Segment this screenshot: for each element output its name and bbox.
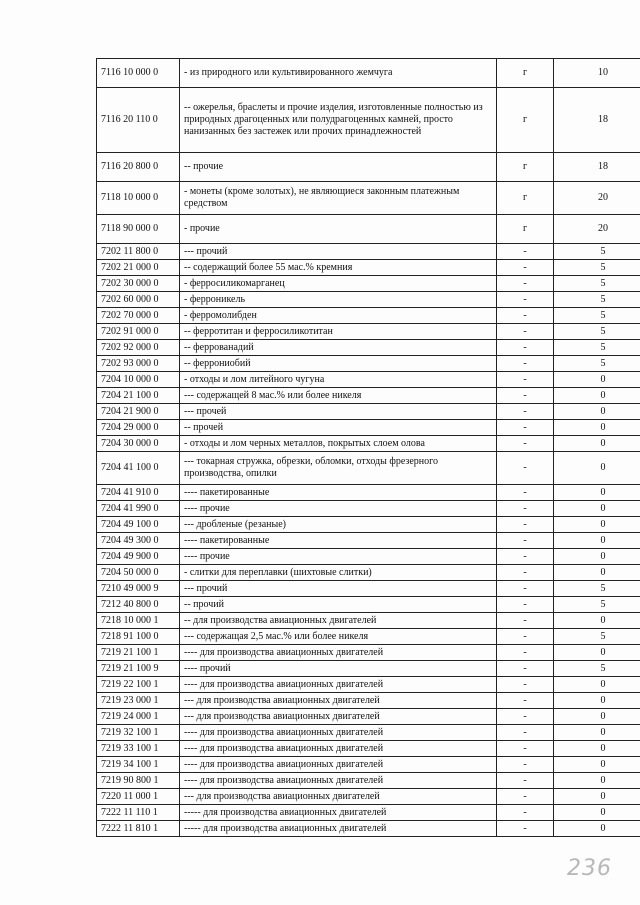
description-cell: -- содержащий более 55 мас.% кремния (180, 260, 497, 276)
description-cell: -- феррованадий (180, 340, 497, 356)
hs-code-cell: 7202 92 000 0 (97, 340, 180, 356)
table-row (97, 244, 640, 260)
table-row (97, 356, 640, 372)
unit-cell: - (497, 709, 554, 725)
duty-rate-cell: 0 (554, 485, 640, 501)
duty-rate-cell: 5 (554, 308, 640, 324)
duty-rate-cell: 0 (554, 404, 640, 420)
table-row (97, 549, 640, 565)
hs-code-cell: 7204 30 000 0 (97, 436, 180, 452)
duty-rate-cell: 0 (554, 821, 640, 837)
duty-rate-cell: 0 (554, 725, 640, 741)
table-row (97, 340, 640, 356)
hs-code-cell: 7204 10 000 0 (97, 372, 180, 388)
unit-cell: - (497, 260, 554, 276)
duty-rate-cell: 0 (554, 741, 640, 757)
table-row (97, 725, 640, 741)
hs-code-cell: 7118 10 000 0 (97, 182, 180, 215)
duty-rate-cell: 0 (554, 757, 640, 773)
duty-rate-cell: 0 (554, 773, 640, 789)
table-row (97, 436, 640, 452)
description-cell: ---- для производства авиационных двигателей (180, 773, 497, 789)
hs-code-cell: 7204 49 100 0 (97, 517, 180, 533)
description-cell: ---- прочие (180, 501, 497, 517)
description-cell: - из природного или культивированного жемчуга (180, 59, 497, 88)
description-cell: ---- пакетированные (180, 533, 497, 549)
duty-rate-cell: 18 (554, 153, 640, 182)
duty-rate-cell: 5 (554, 244, 640, 260)
table-row (97, 629, 640, 645)
hs-code-cell: 7219 21 100 1 (97, 645, 180, 661)
duty-rate-cell: 5 (554, 597, 640, 613)
table-row (97, 741, 640, 757)
hs-code-cell: 7222 11 110 1 (97, 805, 180, 821)
unit-cell: - (497, 388, 554, 404)
unit-cell: - (497, 805, 554, 821)
unit-cell: - (497, 372, 554, 388)
unit-cell: - (497, 308, 554, 324)
duty-rate-cell: 5 (554, 324, 640, 340)
unit-cell: - (497, 292, 554, 308)
description-cell: --- для производства авиационных двигателей (180, 789, 497, 805)
description-cell: - ферромолибден (180, 308, 497, 324)
unit-cell: - (497, 452, 554, 485)
unit-cell: - (497, 773, 554, 789)
description-cell: -- прочей (180, 420, 497, 436)
description-cell: - монеты (кроме золотых), не являющиеся законным платежным средством (180, 182, 497, 215)
hs-code-cell: 7204 29 000 0 (97, 420, 180, 436)
description-cell: --- прочей (180, 404, 497, 420)
description-cell: --- дробленые (резаные) (180, 517, 497, 533)
table-row (97, 324, 640, 340)
unit-cell: - (497, 661, 554, 677)
table-row (97, 597, 640, 613)
description-cell: -- ожерелья, браслеты и прочие изделия, изготовленные полностью из природных драгоценных или полудрагоценных камней, просто нанизанных без застежек или прочих принадлежностей (180, 88, 497, 153)
unit-cell: г (497, 88, 554, 153)
hs-code-cell: 7204 49 300 0 (97, 533, 180, 549)
hs-code-cell: 7202 93 000 0 (97, 356, 180, 372)
unit-cell: - (497, 725, 554, 741)
description-cell: -- феррониобий (180, 356, 497, 372)
tariff-table (96, 58, 640, 837)
hs-code-cell: 7202 91 000 0 (97, 324, 180, 340)
unit-cell: - (497, 420, 554, 436)
duty-rate-cell: 0 (554, 517, 640, 533)
hs-code-cell: 7219 90 800 1 (97, 773, 180, 789)
table-row (97, 821, 640, 837)
table-row (97, 388, 640, 404)
unit-cell: - (497, 356, 554, 372)
description-cell: ---- для производства авиационных двигателей (180, 741, 497, 757)
duty-rate-cell: 0 (554, 613, 640, 629)
description-cell: ----- для производства авиационных двигателей (180, 805, 497, 821)
duty-rate-cell: 0 (554, 372, 640, 388)
unit-cell: г (497, 153, 554, 182)
duty-rate-cell: 20 (554, 215, 640, 244)
description-cell: -- прочие (180, 153, 497, 182)
unit-cell: - (497, 693, 554, 709)
hs-code-cell: 7219 33 100 1 (97, 741, 180, 757)
table-row (97, 88, 640, 153)
table-row (97, 372, 640, 388)
description-cell: -- прочий (180, 597, 497, 613)
duty-rate-cell: 5 (554, 292, 640, 308)
unit-cell: - (497, 436, 554, 452)
duty-rate-cell: 20 (554, 182, 640, 215)
duty-rate-cell: 5 (554, 661, 640, 677)
table-row (97, 533, 640, 549)
table-row (97, 276, 640, 292)
unit-cell: - (497, 244, 554, 260)
hs-code-cell: 7220 11 000 1 (97, 789, 180, 805)
table-row (97, 260, 640, 276)
unit-cell: - (497, 340, 554, 356)
hs-code-cell: 7204 21 900 0 (97, 404, 180, 420)
duty-rate-cell: 0 (554, 565, 640, 581)
unit-cell: - (497, 533, 554, 549)
table-row (97, 693, 640, 709)
hs-code-cell: 7222 11 810 1 (97, 821, 180, 837)
hs-code-cell: 7218 91 100 0 (97, 629, 180, 645)
table-row (97, 182, 640, 215)
duty-rate-cell: 5 (554, 581, 640, 597)
duty-rate-cell: 0 (554, 645, 640, 661)
unit-cell: г (497, 215, 554, 244)
unit-cell: - (497, 404, 554, 420)
table-row (97, 59, 640, 88)
duty-rate-cell: 0 (554, 420, 640, 436)
table-row (97, 805, 640, 821)
description-cell: -- для производства авиационных двигателей (180, 613, 497, 629)
duty-rate-cell: 0 (554, 436, 640, 452)
hs-code-cell: 7219 32 100 1 (97, 725, 180, 741)
hs-code-cell: 7202 30 000 0 (97, 276, 180, 292)
hs-code-cell: 7202 70 000 0 (97, 308, 180, 324)
hs-code-cell: 7204 21 100 0 (97, 388, 180, 404)
description-cell: --- прочий (180, 581, 497, 597)
duty-rate-cell: 0 (554, 501, 640, 517)
duty-rate-cell: 5 (554, 629, 640, 645)
description-cell: - слитки для переплавки (шихтовые слитки) (180, 565, 497, 581)
table-row (97, 292, 640, 308)
description-cell: - прочие (180, 215, 497, 244)
duty-rate-cell: 0 (554, 388, 640, 404)
hs-code-cell: 7219 34 100 1 (97, 757, 180, 773)
table-row (97, 661, 640, 677)
unit-cell: - (497, 276, 554, 292)
duty-rate-cell: 0 (554, 709, 640, 725)
description-cell: --- для производства авиационных двигателей (180, 693, 497, 709)
description-cell: - отходы и лом литейного чугуна (180, 372, 497, 388)
duty-rate-cell: 0 (554, 693, 640, 709)
unit-cell: - (497, 613, 554, 629)
hs-code-cell: 7204 41 990 0 (97, 501, 180, 517)
unit-cell: - (497, 517, 554, 533)
unit-cell: г (497, 59, 554, 88)
description-cell: ---- для производства авиационных двигателей (180, 677, 497, 693)
hs-code-cell: 7204 49 900 0 (97, 549, 180, 565)
table-row (97, 709, 640, 725)
table-row (97, 517, 640, 533)
table-row (97, 645, 640, 661)
hs-code-cell: 7118 90 000 0 (97, 215, 180, 244)
unit-cell: - (497, 324, 554, 340)
description-cell: ---- для производства авиационных двигателей (180, 757, 497, 773)
unit-cell: - (497, 789, 554, 805)
description-cell: ----- для производства авиационных двигателей (180, 821, 497, 837)
unit-cell: - (497, 757, 554, 773)
duty-rate-cell: 5 (554, 276, 640, 292)
unit-cell: - (497, 741, 554, 757)
duty-rate-cell: 0 (554, 452, 640, 485)
description-cell: ---- для производства авиационных двигателей (180, 645, 497, 661)
table-row (97, 757, 640, 773)
table-row (97, 581, 640, 597)
duty-rate-cell: 0 (554, 677, 640, 693)
table-row (97, 613, 640, 629)
description-cell: - ферросиликомарганец (180, 276, 497, 292)
unit-cell: - (497, 629, 554, 645)
hs-code-cell: 7204 50 000 0 (97, 565, 180, 581)
duty-rate-cell: 18 (554, 88, 640, 153)
description-cell: --- содержащей 8 мас.% или более никеля (180, 388, 497, 404)
hs-code-cell: 7116 20 110 0 (97, 88, 180, 153)
hs-code-cell: 7202 60 000 0 (97, 292, 180, 308)
description-cell: - ферроникель (180, 292, 497, 308)
description-cell: --- для производства авиационных двигателей (180, 709, 497, 725)
hs-code-cell: 7204 41 100 0 (97, 452, 180, 485)
table-row (97, 501, 640, 517)
table-row (97, 308, 640, 324)
unit-cell: - (497, 677, 554, 693)
table-row (97, 565, 640, 581)
table-row (97, 485, 640, 501)
hs-code-cell: 7212 40 800 0 (97, 597, 180, 613)
table-row (97, 677, 640, 693)
unit-cell: - (497, 549, 554, 565)
hs-code-cell: 7210 49 000 9 (97, 581, 180, 597)
hs-code-cell: 7204 41 910 0 (97, 485, 180, 501)
table-row (97, 773, 640, 789)
table-row (97, 153, 640, 182)
duty-rate-cell: 5 (554, 340, 640, 356)
description-cell: ---- прочий (180, 661, 497, 677)
unit-cell: - (497, 485, 554, 501)
unit-cell: г (497, 182, 554, 215)
duty-rate-cell: 5 (554, 260, 640, 276)
table-row (97, 452, 640, 485)
description-cell: ---- прочие (180, 549, 497, 565)
duty-rate-cell: 5 (554, 356, 640, 372)
duty-rate-cell: 0 (554, 533, 640, 549)
unit-cell: - (497, 821, 554, 837)
description-cell: --- прочий (180, 244, 497, 260)
hs-code-cell: 7116 10 000 0 (97, 59, 180, 88)
description-cell: ---- для производства авиационных двигателей (180, 725, 497, 741)
unit-cell: - (497, 645, 554, 661)
description-cell: --- содержащая 2,5 мас.% или более никеля (180, 629, 497, 645)
duty-rate-cell: 0 (554, 789, 640, 805)
hs-code-cell: 7219 24 000 1 (97, 709, 180, 725)
hs-code-cell: 7202 21 000 0 (97, 260, 180, 276)
unit-cell: - (497, 501, 554, 517)
hs-code-cell: 7218 10 000 1 (97, 613, 180, 629)
description-cell: -- ферротитан и ферросиликотитан (180, 324, 497, 340)
table-row (97, 215, 640, 244)
description-cell: ---- пакетированные (180, 485, 497, 501)
description-cell: - отходы и лом черных металлов, покрытых слоем олова (180, 436, 497, 452)
page-number: 236 (567, 856, 612, 881)
hs-code-cell: 7219 21 100 9 (97, 661, 180, 677)
table-row (97, 420, 640, 436)
unit-cell: - (497, 597, 554, 613)
unit-cell: - (497, 581, 554, 597)
hs-code-cell: 7116 20 800 0 (97, 153, 180, 182)
duty-rate-cell: 0 (554, 549, 640, 565)
hs-code-cell: 7219 22 100 1 (97, 677, 180, 693)
description-cell: --- токарная стружка, обрезки, обломки, отходы фрезерного производства, опилки (180, 452, 497, 485)
hs-code-cell: 7202 11 800 0 (97, 244, 180, 260)
tariff-table-body (97, 59, 640, 837)
duty-rate-cell: 0 (554, 805, 640, 821)
table-row (97, 789, 640, 805)
duty-rate-cell: 10 (554, 59, 640, 88)
hs-code-cell: 7219 23 000 1 (97, 693, 180, 709)
table-row (97, 404, 640, 420)
unit-cell: - (497, 565, 554, 581)
